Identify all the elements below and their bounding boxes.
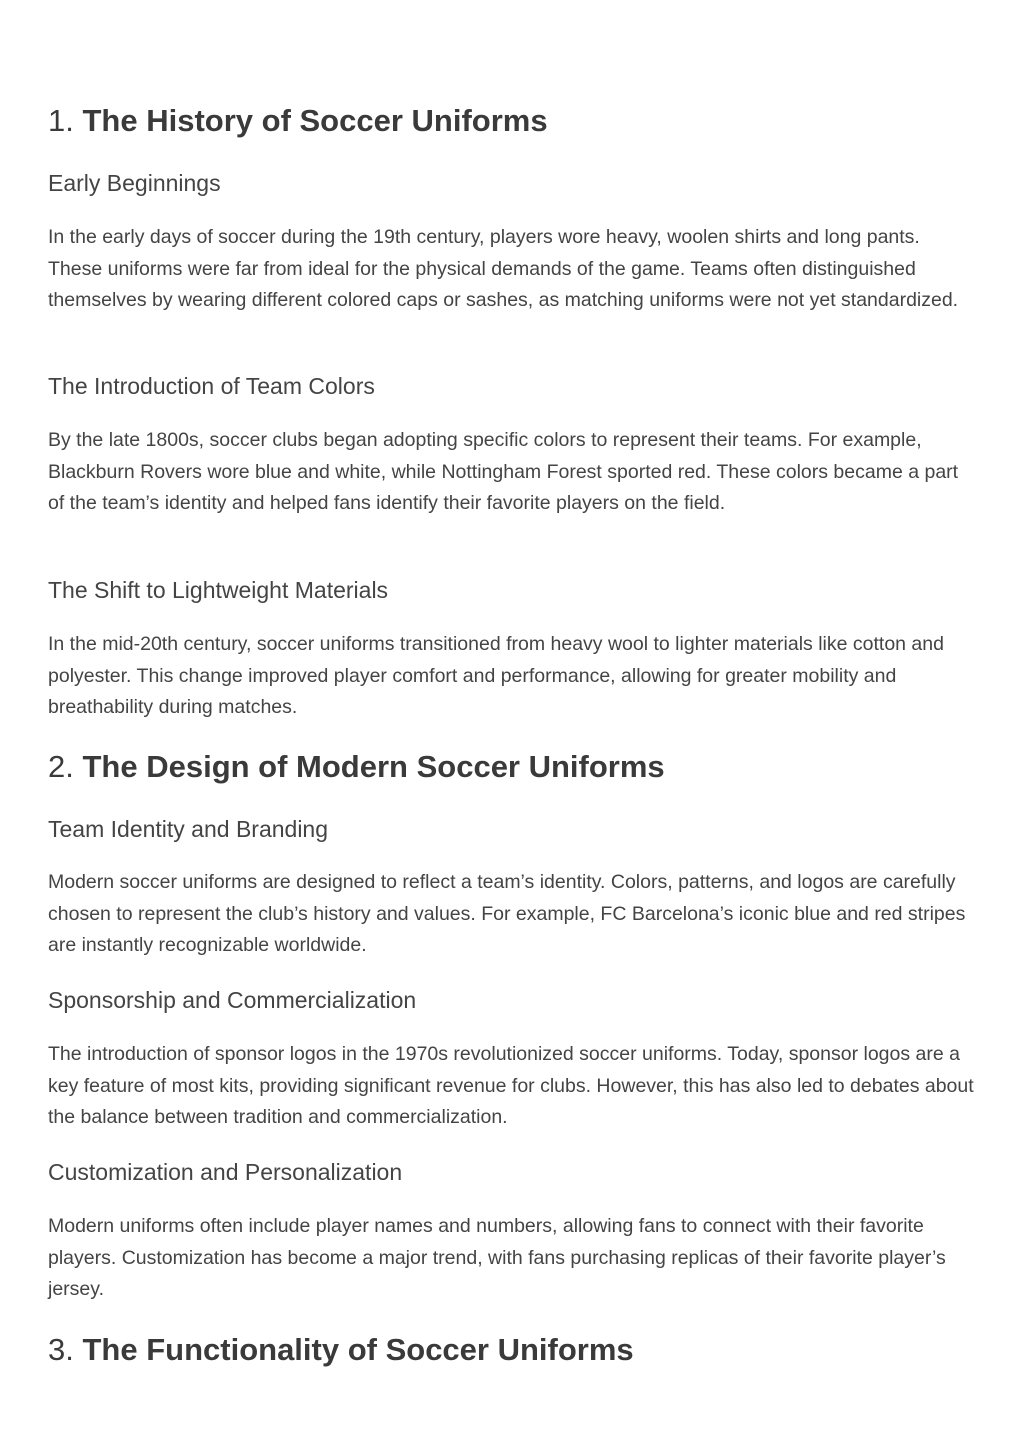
subsection-customization-heading: Customization and Personalization <box>48 1159 403 1185</box>
subsection-sponsorship-heading: Sponsorship and Commercialization <box>48 987 417 1013</box>
subsection-lightweight-materials-heading: The Shift to Lightweight Materials <box>48 577 389 603</box>
subsection-team-colors-heading: The Introduction of Team Colors <box>48 373 375 399</box>
section-2-heading <box>48 747 665 787</box>
section-1-heading <box>48 101 548 141</box>
section-2-title: The Design of Modern Soccer Uniforms <box>82 749 665 784</box>
subsection-team-identity-text: Modern soccer uniforms are designed to reflect a team’s identity. Colors, patterns, and logos are carefully chosen to represent the club’s history and values. For example, FC Barcelona’s iconic blue and red stripes are instantly recognizable worldwide. <box>48 871 966 956</box>
subsection-sponsorship-text: The introduction of sponsor logos in the 1970s revolutionized soccer uniforms. Today, sponsor logos are a key feature of most kits, providing significant revenue for clubs. However, this has also led to debates about the balance between tradition and commercialization. <box>48 1043 974 1128</box>
section-1-number: 1. <box>48 103 74 138</box>
section-3-number: 3. <box>48 1332 74 1367</box>
subsection-early-beginnings-text: In the early days of soccer during the 19th century, players wore heavy, woolen shirts and long pants. These uniforms were far from ideal for the physical demands of the game. Teams often distinguished themselves by wearing different colored caps or sashes, as matching uniforms were not yet standardized. <box>48 226 959 311</box>
subsection-customization-text: Modern uniforms often include player names and numbers, allowing fans to connect with their favorite players. Customization has become a major trend, with fans purchasing replicas of their favorite player’s jersey. <box>48 1215 946 1300</box>
section-2-number: 2. <box>48 749 74 784</box>
section-1-title: The History of Soccer Uniforms <box>82 103 548 138</box>
section-3-title: The Functionality of Soccer Uniforms <box>82 1332 634 1367</box>
subsection-team-identity-heading: Team Identity and Branding <box>48 816 329 842</box>
subsection-team-colors-text: By the late 1800s, soccer clubs began adopting specific colors to represent their teams. For example, Blackburn Rovers wore blue and white, while Nottingham Forest sported red. These colors became a part of the team’s identity and helped fans identify their favorite players on the field. <box>48 429 959 514</box>
subsection-lightweight-materials-text: In the mid-20th century, soccer uniforms transitioned from heavy wool to lighter materials like cotton and polyester. This change improved player comfort and performance, allowing for greater mobility and breathability during matches. <box>48 633 944 718</box>
subsection-early-beginnings-heading: Early Beginnings <box>48 170 221 196</box>
section-3-heading <box>48 1330 634 1370</box>
